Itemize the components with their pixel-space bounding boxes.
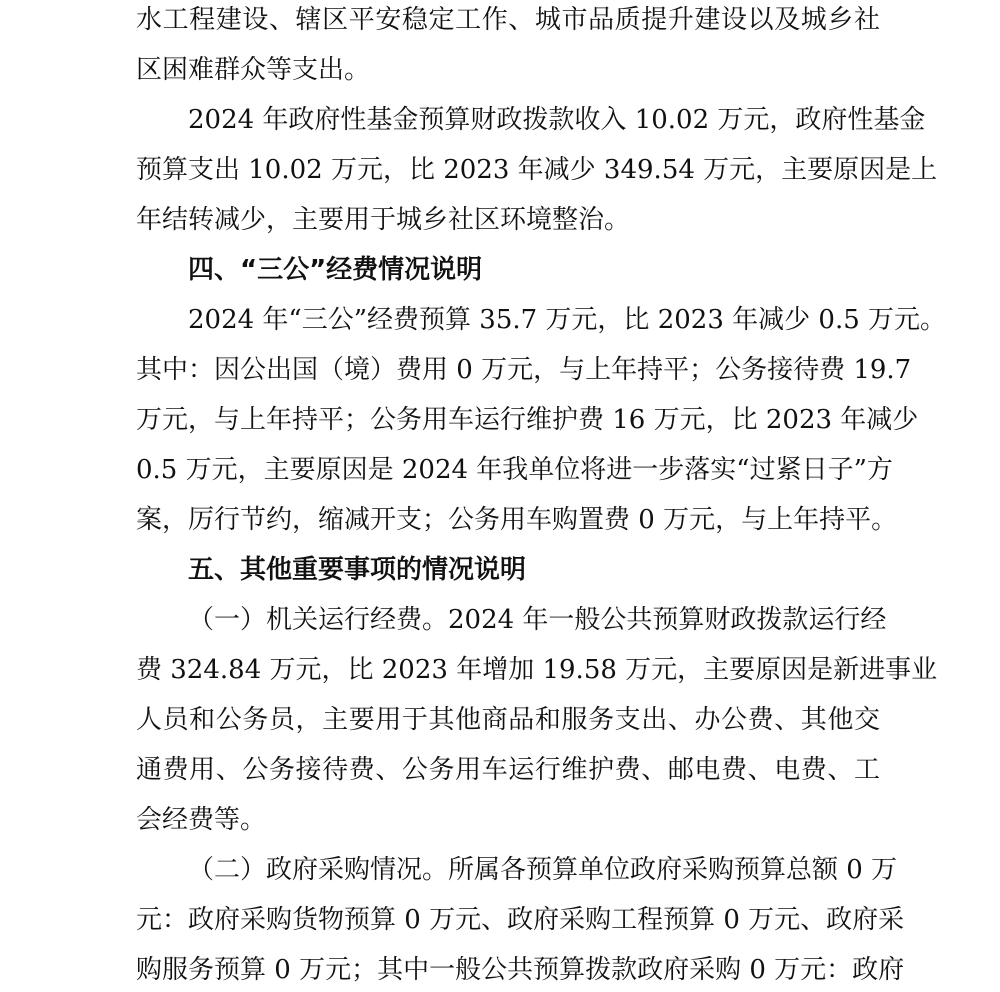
paragraph-line: 购服务预算 0 万元；其中一般公共预算拨款政府采购 0 万元：政府 bbox=[136, 955, 905, 985]
paragraph-line: 2024 年政府性基金预算财政拨款收入 10.02 万元，政府性基金 bbox=[188, 105, 926, 135]
paragraph-line: 预算支出 10.02 万元，比 2023 年减少 349.54 万元，主要原因是上 bbox=[136, 155, 938, 185]
paragraph-line: 其中：因公出国（境）费用 0 万元，与上年持平；公务接待费 19.7 bbox=[136, 355, 912, 385]
paragraph-line: 年结转减少，主要用于城乡社区环境整治。 bbox=[136, 205, 631, 235]
paragraph-line: 区困难群众等支出。 bbox=[136, 55, 371, 85]
paragraph-line: 万元，与上年持平；公务用车运行维护费 16 万元，比 2023 年减少 bbox=[136, 405, 919, 435]
section-heading: 五、其他重要事项的情况说明 bbox=[188, 555, 527, 585]
paragraph-line: 2024 年“三公”经费预算 35.7 万元，比 2023 年减少 0.5 万元。 bbox=[188, 305, 947, 335]
paragraph-line: 案，厉行节约，缩减开支；公务用车购置费 0 万元，与上年持平。 bbox=[136, 505, 898, 535]
paragraph-line: 水工程建设、辖区平安稳定工作、城市品质提升建设以及城乡社 bbox=[136, 5, 880, 35]
section-heading: 四、“三公”经费情况说明 bbox=[188, 255, 483, 285]
paragraph-line: 会经费等。 bbox=[136, 805, 267, 835]
paragraph-line: 人员和公务员，主要用于其他商品和服务支出、办公费、其他交 bbox=[136, 705, 880, 735]
paragraph-line: （一）机关运行经费。2024 年一般公共预算财政拨款运行经 bbox=[188, 605, 887, 635]
paragraph-line: 费 324.84 万元，比 2023 年增加 19.58 万元，主要原因是新进事业 bbox=[136, 655, 938, 685]
paragraph-line: （二）政府采购情况。所属各预算单位政府采购预算总额 0 万 bbox=[188, 855, 898, 885]
paragraph-line: 元：政府采购货物预算 0 万元、政府采购工程预算 0 万元、政府采 bbox=[136, 905, 905, 935]
paragraph-line: 0.5 万元，主要原因是 2024 年我单位将进一步落实“过紧日子”方 bbox=[136, 455, 893, 485]
paragraph-line: 通费用、公务接待费、公务用车运行维护费、邮电费、电费、工 bbox=[136, 755, 880, 785]
